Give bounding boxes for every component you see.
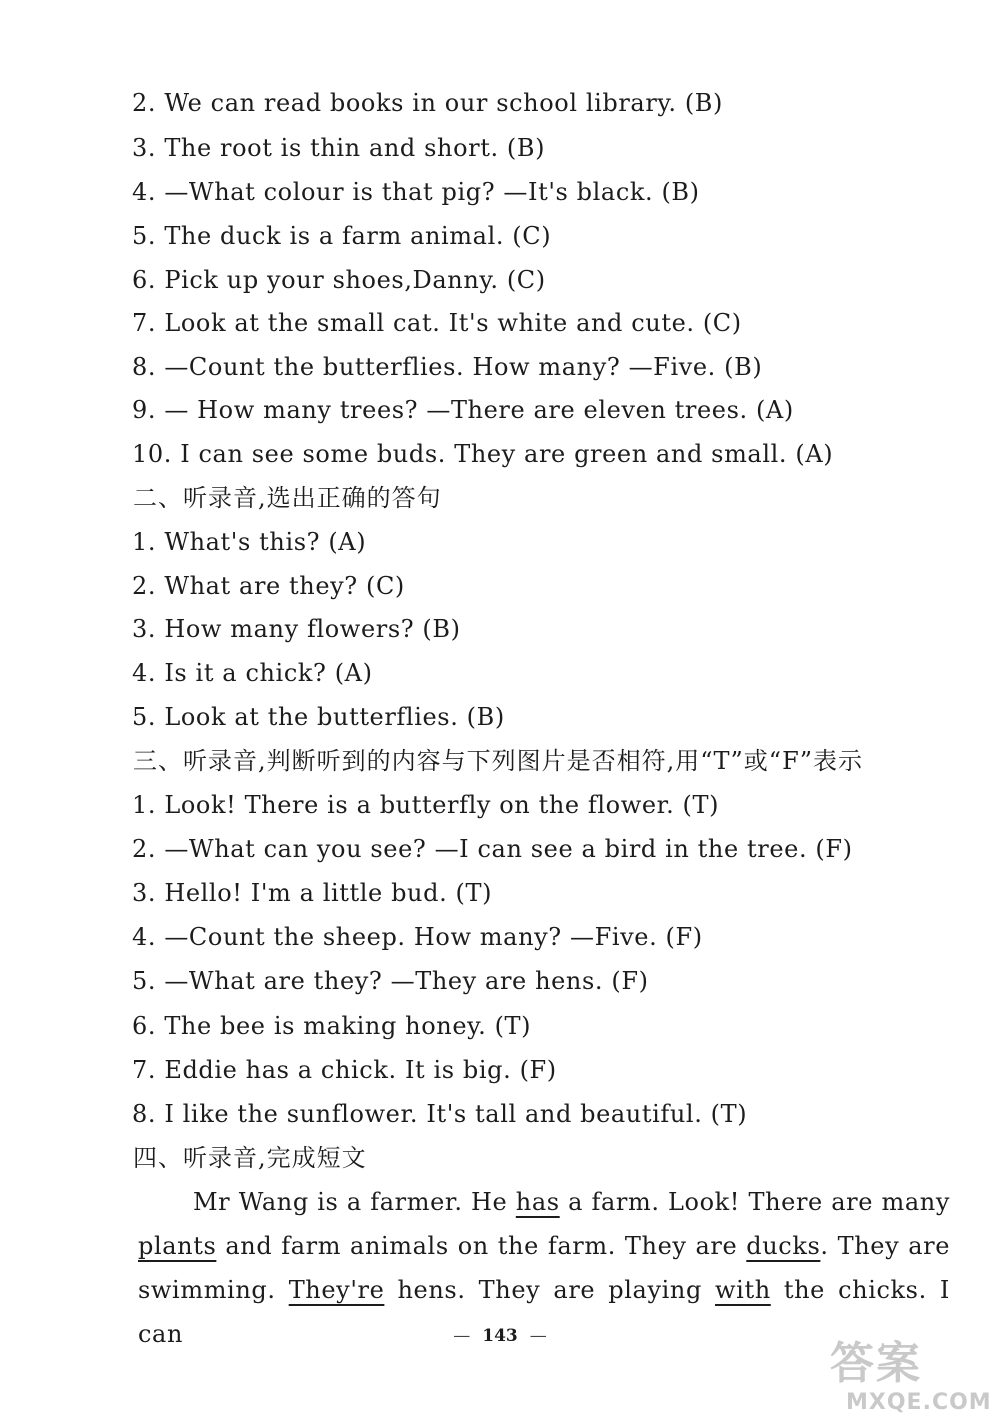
footer-dash-left: — bbox=[453, 1326, 471, 1346]
passage-text-6: the chicks. I can bbox=[138, 1276, 950, 1348]
page-number: 143 bbox=[482, 1326, 518, 1346]
passage-blank-3: ducks bbox=[746, 1232, 821, 1260]
passage-blank-1: has bbox=[515, 1188, 560, 1216]
passage-blank-4: They're bbox=[288, 1276, 385, 1304]
section3-item-1: 1. Look! There is a butterfly on the flower. (T) bbox=[132, 791, 720, 819]
passage-text-4: . They are swimming. bbox=[138, 1232, 950, 1304]
passage-text-3: and farm animals on the farm. They are bbox=[216, 1232, 747, 1260]
section3-item-5: 5. —What are they? —They are hens. (F) bbox=[132, 967, 649, 995]
section2-item-2: 2. What are they? (C) bbox=[132, 572, 405, 600]
watermark-logo: 答案 bbox=[830, 1338, 922, 1389]
section2-item-5: 5. Look at the butterflies. (B) bbox=[132, 703, 505, 731]
section3-item-3: 3. Hello! I'm a little bud. (T) bbox=[132, 879, 493, 907]
passage-text-5: hens. They are playing bbox=[384, 1276, 716, 1304]
section2-heading: 二、听录音,选出正确的答句 bbox=[133, 484, 442, 512]
section2-item-3: 3. How many flowers? (B) bbox=[132, 615, 461, 643]
section3-item-2: 2. —What can you see? —I can see a bird in the tree. (F) bbox=[132, 835, 853, 863]
section3-item-4: 4. —Count the sheep. How many? —Five. (F) bbox=[132, 923, 703, 951]
section1-item-8: 8. —Count the butterflies. How many? —Five. (B) bbox=[132, 353, 763, 381]
section1-item-2: 2. We can read books in our school library. (B) bbox=[132, 89, 723, 117]
section1-item-9: 9. — How many trees? —There are eleven trees. (A) bbox=[132, 396, 794, 424]
footer-dash-right: — bbox=[529, 1326, 547, 1346]
section3-heading: 三、听录音,判断听到的内容与下列图片是否相符,用“T”或“F”表示 bbox=[133, 747, 863, 775]
section2-item-4: 4. Is it a chick? (A) bbox=[132, 659, 373, 687]
section1-item-7: 7. Look at the small cat. It's white and cute. (C) bbox=[132, 309, 742, 337]
section3-item-8: 8. I like the sunflower. It's tall and beautiful. (T) bbox=[132, 1100, 748, 1128]
section3-item-7: 7. Eddie has a chick. It is big. (F) bbox=[132, 1056, 557, 1084]
watermark-site-text: MXQE.COM bbox=[846, 1390, 992, 1415]
section1-item-6: 6. Pick up your shoes,Danny. (C) bbox=[132, 266, 546, 294]
passage-text-1: Mr Wang is a farmer. He bbox=[193, 1188, 516, 1216]
site-watermark bbox=[816, 1327, 992, 1417]
passage-blank-5: with bbox=[715, 1276, 771, 1304]
section1-item-5: 5. The duck is a farm animal. (C) bbox=[132, 222, 552, 250]
passage-blank-2: plants bbox=[138, 1232, 217, 1260]
section1-item-10: 10. I can see some buds. They are green and small. (A) bbox=[132, 440, 834, 468]
section2-item-1: 1. What's this? (A) bbox=[132, 528, 367, 556]
section4-heading: 四、听录音,完成短文 bbox=[133, 1144, 367, 1172]
section1-item-4: 4. —What colour is that pig? —It's black. (B) bbox=[132, 178, 700, 206]
passage-text-2: a farm. Look! There are many bbox=[559, 1188, 950, 1216]
section3-item-6: 6. The bee is making honey. (T) bbox=[132, 1012, 532, 1040]
section1-item-3: 3. The root is thin and short. (B) bbox=[132, 134, 546, 162]
